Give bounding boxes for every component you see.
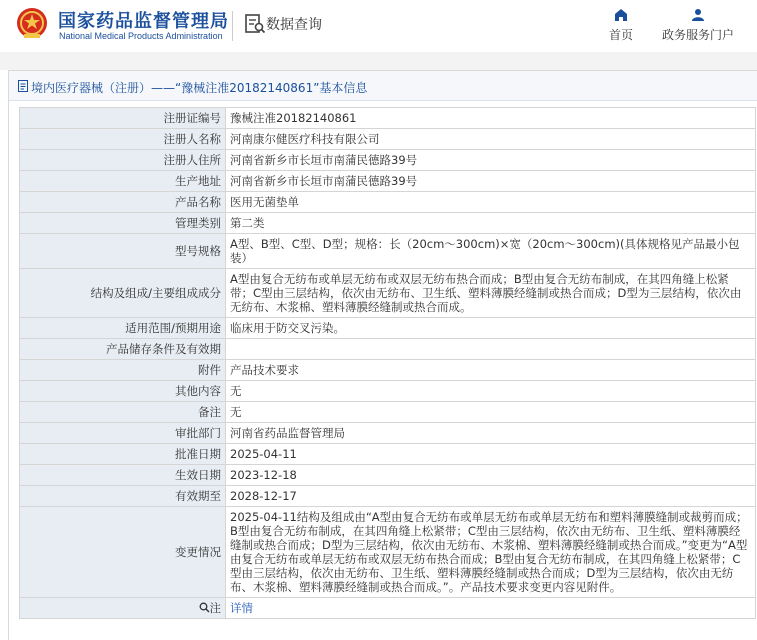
data-query-label[interactable]: 数据查询 (266, 17, 322, 33)
row-label: 型号规格 (20, 234, 226, 269)
national-emblem-icon (16, 7, 48, 41)
document-icon (17, 80, 29, 92)
row-label: 注册证编号 (20, 108, 226, 129)
table-row (20, 444, 756, 465)
row-label: 变更情况 (20, 507, 226, 598)
row-value: A型、B型、C型、D型；规格：长（20cm～300cm)×宽（20cm～300cm)(具体规格见产品最小包装） (226, 234, 756, 269)
home-icon (614, 8, 628, 22)
row-value: 无 (226, 381, 756, 402)
table-row (20, 108, 756, 129)
nav-service-portal[interactable] (658, 8, 738, 43)
magnifier-icon (199, 602, 210, 613)
row-label (20, 598, 226, 619)
panel-title: 境内医疗器械（注册）——“豫械注准20182140861”基本信息 (31, 81, 368, 95)
row-value (226, 598, 756, 619)
nav-home-label: 首页 (608, 28, 633, 42)
info-panel (8, 70, 757, 640)
row-value: 无 (226, 402, 756, 423)
row-label: 结构及组成/主要组成成分 (20, 269, 226, 318)
header-spacer-band (0, 52, 757, 70)
table-row (20, 192, 756, 213)
row-label: 附件 (20, 360, 226, 381)
table-row (20, 234, 756, 269)
row-label: 有效期至 (20, 486, 226, 507)
table-row (20, 360, 756, 381)
row-value: 豫械注准20182140861 (226, 108, 756, 129)
row-label: 审批部门 (20, 423, 226, 444)
row-value: 医用无菌垫单 (226, 192, 756, 213)
row-value: 2028-12-17 (226, 486, 756, 507)
data-query-icon (244, 13, 266, 35)
row-value (226, 339, 756, 360)
table-row (20, 150, 756, 171)
row-value: 临床用于防交叉污染。 (226, 318, 756, 339)
panel-header (9, 71, 757, 101)
header-divider (232, 11, 233, 41)
table-row (20, 213, 756, 234)
row-label: 生效日期 (20, 465, 226, 486)
row-value: 2025-04-11 (226, 444, 756, 465)
table-row-note (20, 598, 756, 619)
table-row (20, 269, 756, 318)
note-label: 注 (209, 601, 221, 615)
row-label: 管理类别 (20, 213, 226, 234)
nav-home[interactable] (598, 8, 644, 43)
row-value: 第二类 (226, 213, 756, 234)
table-row (20, 381, 756, 402)
row-value: A型由复合无纺布或单层无纺布或双层无纺布热合而成；B型由复合无纺布制成，在其四角缝上松紧带；C型由三层结构，依次由无纺布、卫生纸、塑料薄膜经缝制或热合而成；D型为三层结构，依次由无纺布、木浆棉、塑料薄膜经缝制或热合而成。 (226, 269, 756, 318)
top-header (0, 0, 757, 53)
row-value: 2023-12-18 (226, 465, 756, 486)
row-label: 备注 (20, 402, 226, 423)
row-label: 注册人住所 (20, 150, 226, 171)
registration-info-table (19, 107, 756, 619)
row-label: 生产地址 (20, 171, 226, 192)
row-label: 产品储存条件及有效期 (20, 339, 226, 360)
nav-portal-label: 政务服务门户 (661, 28, 734, 42)
table-row (20, 507, 756, 598)
table-row (20, 486, 756, 507)
user-icon (691, 8, 705, 22)
row-value: 河南省新乡市长垣市南蒲民德路39号 (226, 150, 756, 171)
row-value: 2025-04-11结构及组成由“A型由复合无纺布或单层无纺布或单层无纺布和塑料薄膜缝制或裁剪而成；B型由复合无纺布制成，在其四角缝上松紧带；C型由三层结构，依次由无纺布、卫生纸、塑料薄膜经缝制或热合而成；D型为三层结构，依次由无纺布、木浆棉、塑料薄膜经缝制或热合而成。”变更为“A型由复合无纺布或单层无纺布或双层无纺布热合而成；B型由复合无纺布制成，在其四角缝上松紧带；C型由三层结构，依次由无纺布、卫生纸、塑料薄膜经缝制或热合而成；D型为三层结构，依次由无纺布、木浆棉、塑料薄膜经缝制或热合而成。”。产品技术要求变更内容见附件。 (226, 507, 756, 598)
row-label: 其他内容 (20, 381, 226, 402)
brand-subtitle: National Medical Products Administration (59, 31, 223, 41)
details-link[interactable]: 详情 (230, 601, 253, 615)
row-value: 河南康尔健医疗科技有限公司 (226, 129, 756, 150)
table-row (20, 465, 756, 486)
row-label: 批准日期 (20, 444, 226, 465)
table-row (20, 423, 756, 444)
table-row (20, 318, 756, 339)
table-row (20, 402, 756, 423)
table-row (20, 339, 756, 360)
table-row (20, 171, 756, 192)
brand-title: 国家药品监督管理局 (58, 11, 229, 32)
row-value: 产品技术要求 (226, 360, 756, 381)
row-label: 产品名称 (20, 192, 226, 213)
row-value: 河南省药品监督管理局 (226, 423, 756, 444)
row-label: 适用范围/预期用途 (20, 318, 226, 339)
row-label: 注册人名称 (20, 129, 226, 150)
table-row (20, 129, 756, 150)
row-value: 河南省新乡市长垣市南蒲民德路39号 (226, 171, 756, 192)
